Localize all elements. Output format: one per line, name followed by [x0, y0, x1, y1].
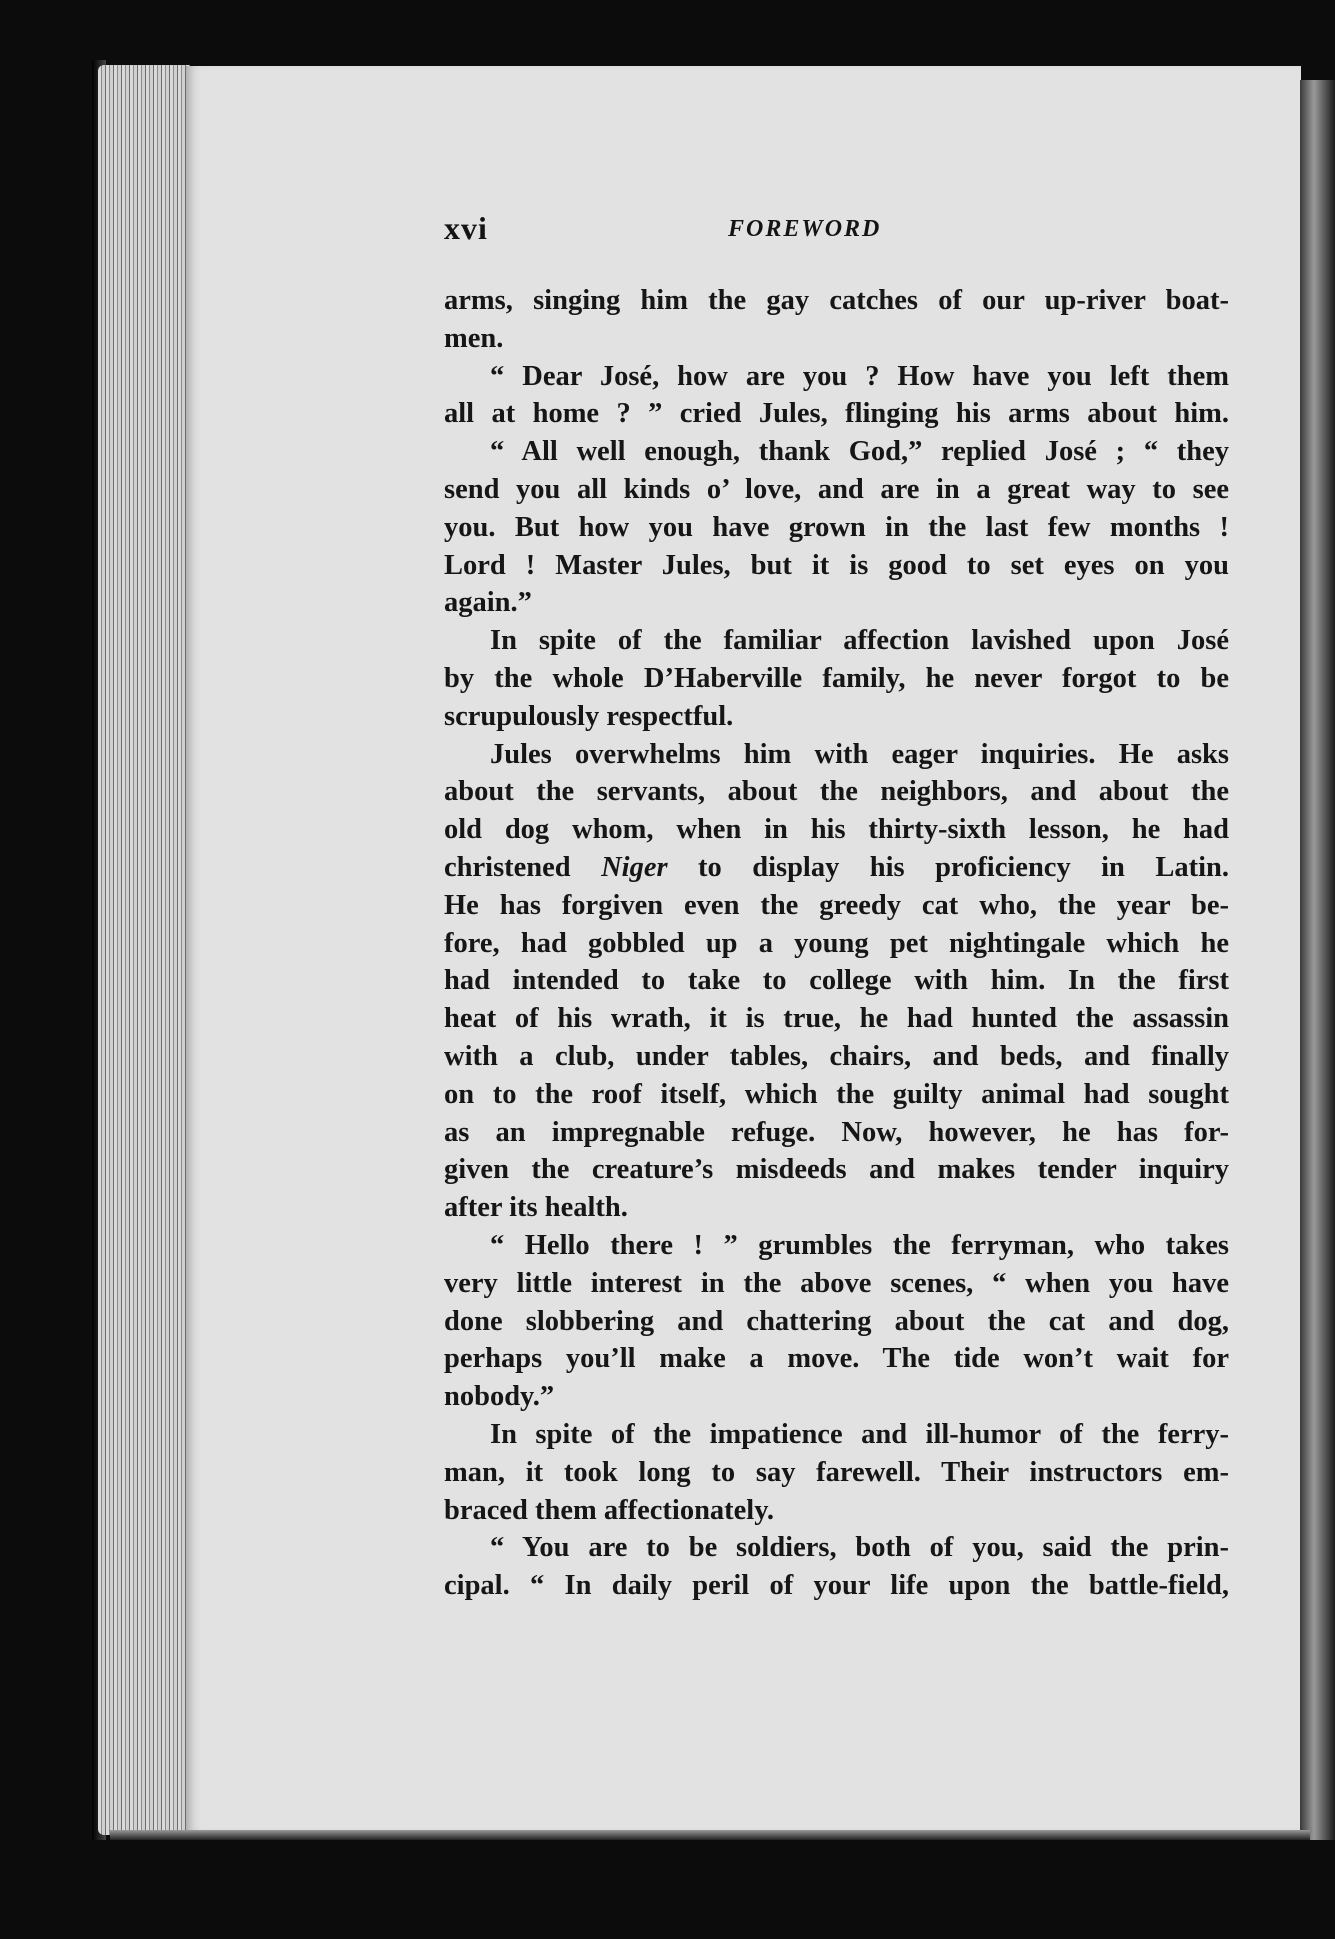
- body-text: [444, 282, 1229, 1605]
- text-line: perhaps you’ll make a move. The tide won’t wait for: [444, 1343, 1229, 1375]
- text-line: “ Dear José, how are you ? How have you left them: [490, 360, 1229, 392]
- text-line: heat of his wrath, it is true, he had hunted the assassin: [444, 1003, 1229, 1035]
- text-line: In spite of the impatience and ill-humor of the ferry-: [490, 1418, 1229, 1450]
- text-line: Jules overwhelms him with eager inquiries. He asks: [490, 738, 1229, 770]
- text-line: given the creature’s misdeeds and makes tender inquiry: [444, 1154, 1229, 1186]
- text-line: as an impregnable refuge. Now, however, he has for-: [444, 1116, 1229, 1148]
- right-page-edge: [1300, 80, 1335, 1840]
- text-line: with a club, under tables, chairs, and beds, and finally: [444, 1040, 1229, 1072]
- text-line: scrupulously respectful.: [444, 700, 734, 732]
- section-title: FOREWORD: [728, 216, 882, 242]
- text-line: “ You are to be soldiers, both of you, said the prin-: [490, 1532, 1229, 1564]
- text-line: after its health.: [444, 1192, 628, 1224]
- text-line: “ Hello there ! ” grumbles the ferryman, who takes: [490, 1229, 1229, 1261]
- text-line: christened Niger to display his proficiency in Latin.: [444, 851, 1229, 883]
- text-line: you. But how you have grown in the last few months !: [444, 511, 1229, 543]
- text-line: old dog whom, when in his thirty-sixth lesson, he had: [444, 814, 1229, 846]
- text-line: send you all kinds o’ love, and are in a great way to see: [444, 473, 1229, 505]
- text-line: had intended to take to college with him. In the first: [444, 965, 1229, 997]
- text-line: again.”: [444, 587, 532, 619]
- text-line: arms, singing him the gay catches of our up-river boat-: [444, 285, 1229, 316]
- page-edges: [98, 65, 190, 1835]
- text-line: Lord ! Master Jules, but it is good to set eyes on you: [444, 549, 1229, 581]
- text-line: on to the roof itself, which the guilty animal had sought: [444, 1078, 1229, 1110]
- text-line: about the servants, about the neighbors, and about the: [444, 776, 1229, 808]
- text-line: braced them affectionately.: [444, 1494, 775, 1526]
- text-line: done slobbering and chattering about the cat and dog,: [444, 1305, 1229, 1337]
- text-line: by the whole D’Haberville family, he never forgot to be: [444, 662, 1229, 694]
- text-line: nobody.”: [444, 1381, 555, 1413]
- text-line: He has forgiven even the greedy cat who, the year be-: [444, 889, 1229, 921]
- text-line: man, it took long to say farewell. Their instructors em-: [444, 1456, 1229, 1488]
- text-line: very little interest in the above scenes, “ when you have: [444, 1267, 1229, 1299]
- text-line: men.: [444, 322, 504, 354]
- text-line: In spite of the familiar affection lavished upon José: [490, 625, 1229, 657]
- page-number: xvi: [444, 210, 488, 246]
- text-line: cipal. “ In daily peril of your life upon the battle-field,: [444, 1570, 1229, 1602]
- running-head: [444, 210, 1254, 250]
- bottom-page-edge: [110, 1830, 1310, 1840]
- text-line: fore, had gobbled up a young pet nightingale which he: [444, 927, 1229, 959]
- text-line: all at home ? ” cried Jules, flinging his arms about him.: [444, 398, 1229, 430]
- text-line: “ All well enough, thank God,” replied José ; “ they: [490, 436, 1229, 468]
